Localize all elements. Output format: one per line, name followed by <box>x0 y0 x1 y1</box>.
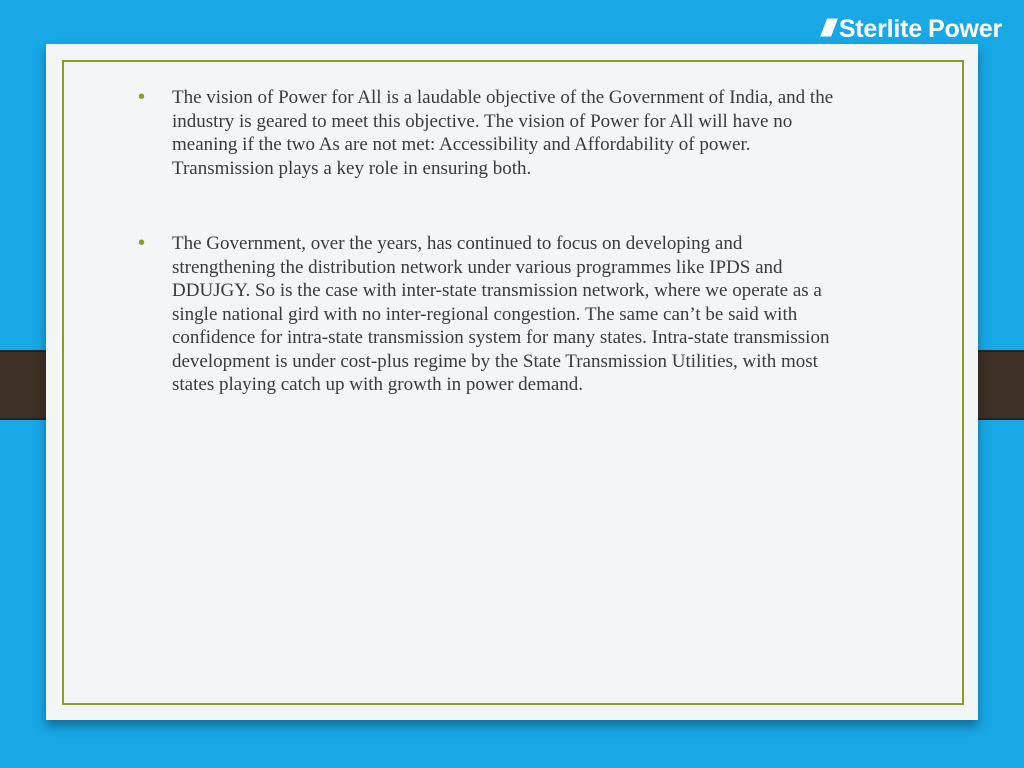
logo-slashes: //// <box>821 15 832 42</box>
bullet-dot-icon: • <box>138 86 146 108</box>
bullet-item <box>138 86 838 180</box>
bullet-text: The Government, over the years, has continued to focus on developing and strengthening the distribution network under various programmes like IPDS and DDUJGY. So is the case with inter-state transmission network, where we operate as a single national gird with no inter-regional congestion. The same can’t be said with confidence for intra-state transmission system for many states. Intra-state transmission development is under cost-plus regime by the State Transmission Utilities, with most states playing catch up with growth in power demand. <box>172 233 830 395</box>
logo-word-power: Power <box>927 14 1002 43</box>
bullet-dot-icon: • <box>138 232 146 254</box>
logo-word-sterlite: Sterlite <box>838 14 922 43</box>
slide-card <box>46 44 978 720</box>
bullet-text: The vision of Power for All is a laudable objective of the Government of India, and the industry is geared to meet this objective. The vision of Power for All will have no meaning if the two As are not met: Accessibility and Affordability of power. Transmission plays a key role in ensuring both. <box>172 87 834 179</box>
bullet-item <box>138 232 838 397</box>
sterlite-power-logo <box>821 12 1002 46</box>
slide-content <box>138 86 838 397</box>
